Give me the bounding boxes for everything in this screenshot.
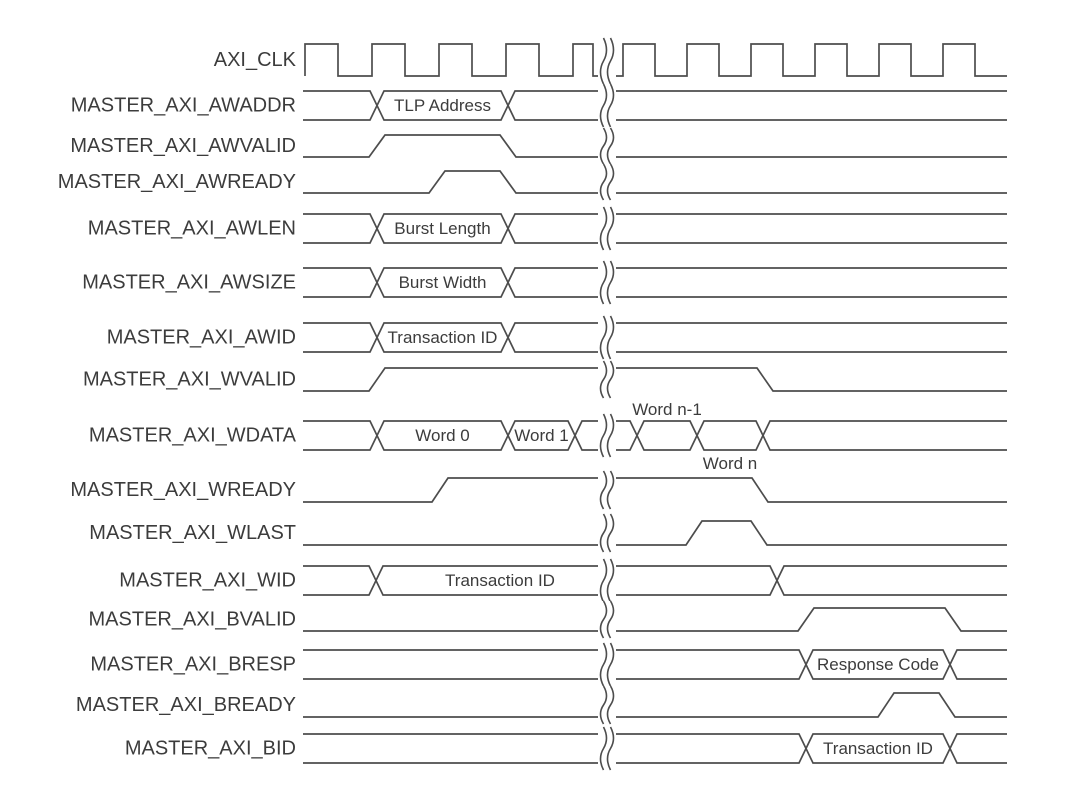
bus-value-label: TLP Address [393,96,492,115]
signal-row-master-axi-bready [76,686,1007,724]
bus-value-label: Word 0 [415,426,470,445]
bus-value-label: Word n [702,454,758,473]
bus-rail-top [303,566,1007,595]
signal-label-master-axi-wvalid: MASTER_AXI_WVALID [82,368,296,391]
signal-row-axi-clk [214,38,1007,84]
bus-value-label: Burst Length [394,219,491,238]
scalar-waveform [303,693,1007,717]
signal-row-master-axi-bresp [90,643,1007,686]
signal-label-master-axi-wready: MASTER_AXI_WREADY [70,479,296,501]
scalar-waveform [303,171,1007,193]
signal-label-master-axi-bid: MASTER_AXI_BID [124,737,296,760]
signal-label-master-axi-bready: MASTER_AXI_BREADY [75,694,296,716]
clock-waveform [305,44,1007,76]
bus-rail-bottom [303,566,1007,595]
bus-value-label: Transaction ID [387,328,498,347]
signal-row-master-axi-awlen [88,207,1007,250]
signal-label-master-axi-bresp: MASTER_AXI_BRESP [90,653,296,676]
signal-row-master-axi-wid [119,559,1007,602]
signal-label-master-axi-awlen: MASTER_AXI_AWLEN [87,217,296,240]
scalar-waveform [303,135,1007,157]
signal-row-master-axi-wready [70,471,1007,509]
signal-label-master-axi-wdata: MASTER_AXI_WDATA [88,424,296,447]
scalar-waveform [303,368,1007,391]
signal-label-master-axi-wid: MASTER_AXI_WID [119,569,296,592]
bus-rail-top [303,421,1007,450]
signal-row-master-axi-awvalid [70,128,1007,164]
signal-label-master-axi-awsize: MASTER_AXI_AWSIZE [82,271,296,294]
bus-value-label: Burst Width [398,273,487,292]
bus-rail-bottom [303,421,1007,450]
signal-label-master-axi-bvalid: MASTER_AXI_BVALID [88,608,296,631]
bus-value-label: Transaction ID [823,739,933,758]
signal-row-master-axi-awready [58,164,1007,200]
signal-row-master-axi-awsize [82,261,1007,304]
scalar-waveform [303,608,1007,631]
signal-row-master-axi-awaddr [71,84,1007,127]
bus-value-label: Word n-1 [632,400,702,419]
scalar-waveform [303,521,1007,545]
signal-row-master-axi-wvalid [83,361,1007,398]
signal-row-master-axi-wlast [89,514,1007,552]
signal-row-master-axi-wdata [89,400,1007,473]
signal-row-master-axi-awid [107,316,1007,359]
signal-label-master-axi-awaddr: MASTER_AXI_AWADDR [70,94,296,117]
signal-label-master-axi-awvalid: MASTER_AXI_AWVALID [70,135,296,157]
bus-value-label: Word 1 [514,426,569,445]
signal-label-master-axi-awid: MASTER_AXI_AWID [106,326,296,349]
bus-value-label: Transaction ID [445,571,555,590]
signal-label-master-axi-awready: MASTER_AXI_AWREADY [57,171,296,193]
signal-row-master-axi-bid [125,727,1007,770]
signal-label-master-axi-wlast: MASTER_AXI_WLAST [89,522,296,544]
bus-value-label: Response Code [817,655,939,674]
signal-row-master-axi-bvalid [89,601,1007,638]
signal-label-axi-clk: AXI_CLK [213,49,296,71]
scalar-waveform [303,478,1007,502]
